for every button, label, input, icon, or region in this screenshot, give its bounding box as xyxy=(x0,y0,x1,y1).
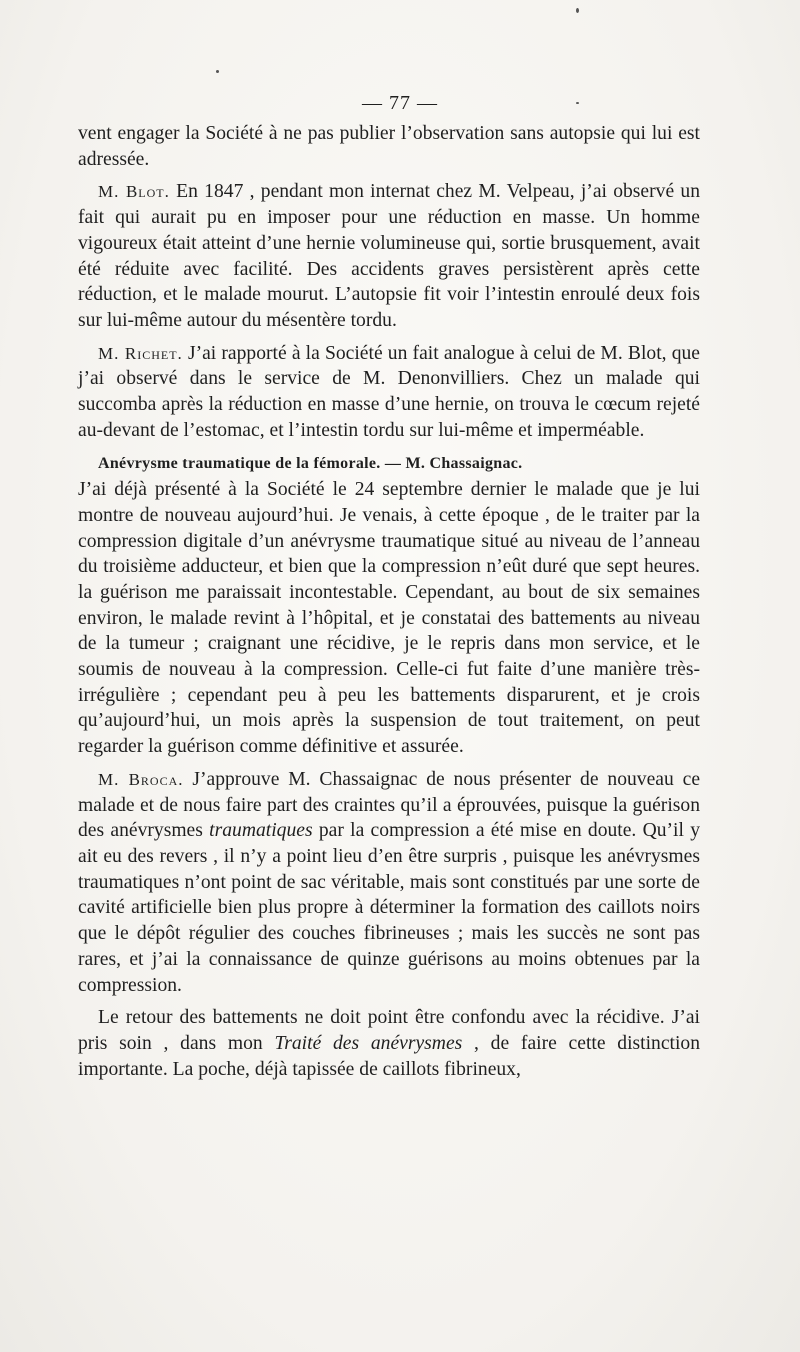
paragraph-text: En 1847 , pendant mon internat chez M. Velpeau, j’ai observé un fait qui aurait pu en imposer pour une réduction en masse. Un homme vigoureux était atteint d’une hernie volumineuse qui, sortie brusquement, avait été réduite avec facilité. Des accidents graves persistèrent après cette réduction, et le malade mourut. L’autopsie fit voir l’intestin enroulé deux fois sur lui-même autour du mésentère tordu. xyxy=(78,181,700,331)
paragraph-final xyxy=(78,1005,700,1082)
paragraph-text: , de faire cette distinction importante. La poche, déjà tapissée de caillots fibrineux, xyxy=(78,1032,700,1080)
paragraph-text: par la compression a été mise en doute. Qu’il y ait eu des revers , il n’y a point lieu d’en être surpris , puisque les anévrysmes traumatiques n’ont point de sac véritable, mais sont constitués par une sorte de cavité artificielle bien plus propre à déterminer la formation des caillots noirs que le dépôt régulier des couches fibrineuses ; mais les succès ne sont pas rares, et j’ai la connaissance de quinze guérisons au moins obtenues par la compression. xyxy=(78,820,701,996)
paragraph-chassaignac: J’ai déjà présenté à la Société le 24 septembre dernier le malade que je lui montre de nouveau aujourd’hui. Je venais, à cette époque , de le traiter par la compression digitale d’un anévrysme traumatique situé au niveau de l’anneau du troisième adducteur, et bien que la compression n’eût duré que sept heures. la guérison me paraissait incontestable. Cependant, au bout de six semaines environ, le malade revint à l’hôpital, et je constatai des battements au niveau de la tumeur ; craignant une récidive, je le repris dans mon service, et le soumis de nouveau à la compression. Celle-ci fut faite d’une manière très-irrégulière ; cependant peu à peu les battements disparurent, et je crois qu’aujourd’hui, un mois après la suspension de tout traitement, on peut regarder la guérison comme définitive et assurée. xyxy=(78,479,700,758)
speaker-name: M. Broca. xyxy=(98,769,184,789)
paragraph-blot xyxy=(78,179,700,333)
paragraph-text: J’ai rapporté à la Société un fait analogue à celui de M. Blot, que j’ai observé dans le service de M. Denonvilliers. Chez un malade qui succomba après la réduction en masse d’une hernie, on trouva le cœcum rejeté au-devant de l’estomac, et l’intestin tordu sur lui-même et imperméable. xyxy=(78,342,700,441)
ink-speck xyxy=(216,70,219,73)
speaker-name: M. Richet. xyxy=(98,343,183,363)
speaker-name: M. Blot. xyxy=(98,182,170,202)
section-heading xyxy=(78,450,700,477)
paragraph-continuation: vent engager la Société à ne pas publier l’observation sans autopsie qui lui est adressée. xyxy=(78,123,700,170)
italic-title: Traité des anévrysmes xyxy=(274,1032,463,1054)
paragraph-text: J’approuve M. Chassaignac de nous présenter de nouveau ce malade et de nous faire part des craintes qu’il a éprouvées, puisque la guérison des anévrysmes xyxy=(78,768,701,842)
body-text xyxy=(78,121,700,1089)
section-title: Anévrysme traumatique de la fémorale. — M. Chassaignac. xyxy=(98,455,523,473)
page-number: — 77 — xyxy=(362,92,438,114)
ink-speck xyxy=(576,8,579,13)
paragraph-richet xyxy=(78,341,700,444)
paragraph-text: Le retour des battements ne doit point être confondu avec la récidive. J’ai pris soin , dans mon xyxy=(78,1007,700,1054)
italic-term: traumatiques xyxy=(209,820,313,842)
paragraph-broca xyxy=(78,767,700,998)
